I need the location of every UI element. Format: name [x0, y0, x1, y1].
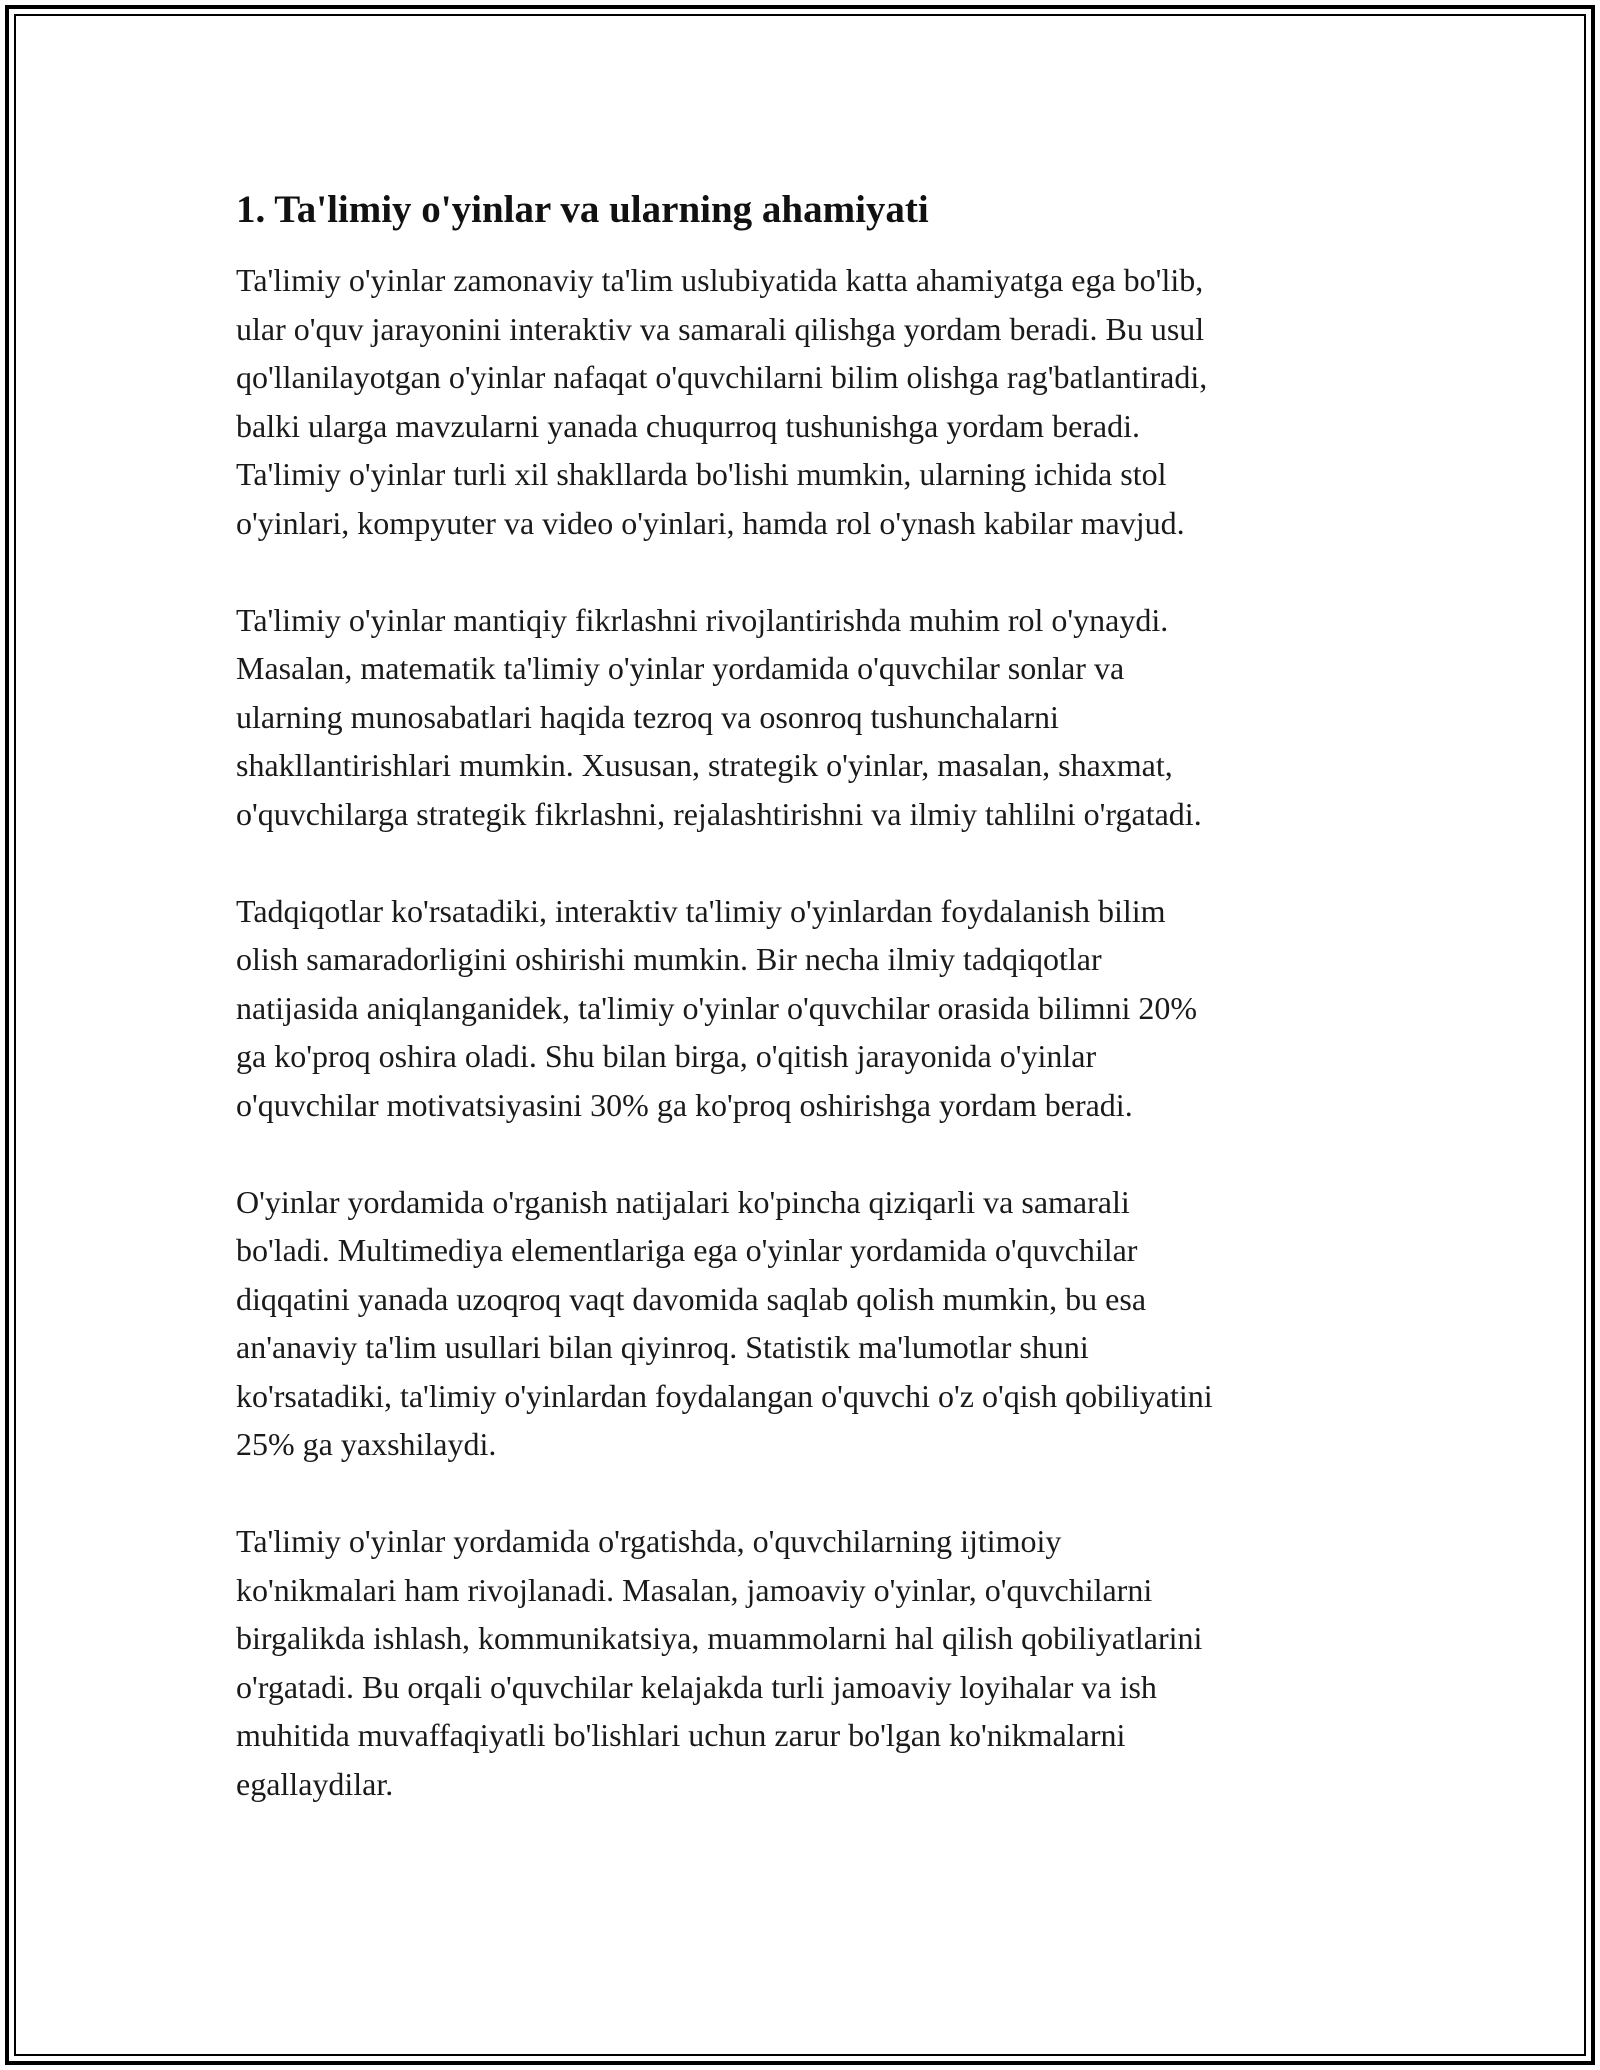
paragraph-5 — [236, 1517, 1366, 1808]
text-line: shakllantirishlari mumkin. Xususan, strategik o'yinlar, masalan, shaxmat, — [236, 747, 1173, 783]
text-line: Masalan, matematik ta'limiy o'yinlar yordamida o'quvchilar sonlar va — [236, 650, 1125, 686]
document-body — [236, 186, 1366, 1857]
text-line: egallaydilar. — [236, 1765, 394, 1802]
text-line: o'quvchilarga strategik fikrlashni, rejalashtirishni va ilmiy tahlilni o'rgatadi. — [236, 795, 1202, 832]
text-line: an'anaviy ta'lim usullari bilan qiyinroq. Statistik ma'lumotlar shuni — [236, 1329, 1089, 1365]
text-line: Ta'limiy o'yinlar mantiqiy fikrlashni rivojlantirishda muhim rol o'ynaydi. — [236, 601, 1169, 638]
text-line: birgalikda ishlash, kommunikatsiya, muammolarni hal qilish qobiliyatlarini — [236, 1620, 1203, 1656]
text-line: Tadqiqotlar ko'rsatadiki, interaktiv ta'limiy o'yinlardan foydalanish bilim — [236, 892, 1166, 929]
paragraph-1 — [236, 256, 1366, 547]
text-line: o'quvchilar motivatsiyasini 30% ga ko'proq oshirishga yordam beradi. — [236, 1086, 1133, 1123]
text-line: ko'rsatadiki, ta'limiy o'yinlardan foydalangan o'quvchi o'z o'qish qobiliyatini — [236, 1377, 1213, 1414]
text-line: 25% ga yaxshilaydi. — [236, 1426, 497, 1462]
text-line: ko'nikmalari ham rivojlanadi. Masalan, jamoaviy o'yinlar, o'quvchilarni — [236, 1571, 1153, 1608]
text-line: Ta'limiy o'yinlar zamonaviy ta'lim uslubiyatida katta ahamiyatga ega bo'lib, — [236, 262, 1204, 298]
text-line: o'rgatadi. Bu orqali o'quvchilar kelajakda turli jamoaviy loyihalar va ish — [236, 1668, 1157, 1705]
text-line: o'yinlari, kompyuter va video o'yinlari, hamda rol o'ynash kabilar mavjud. — [236, 504, 1185, 541]
section-heading: 1. Ta'limiy o'yinlar va ularning ahamiyati — [236, 188, 929, 231]
text-line: natijasida aniqlanganidek, ta'limiy o'yinlar o'quvchilar orasida bilimni 20% — [236, 989, 1198, 1026]
text-line: ularning munosabatlari haqida tezroq va osonroq tushunchalarni — [236, 698, 1059, 735]
text-line: ga ko'proq oshira oladi. Shu bilan birga, o'qitish jarayonida o'yinlar — [236, 1038, 1097, 1074]
paragraph-3 — [236, 887, 1366, 1130]
text-line: qo'llanilayotgan o'yinlar nafaqat o'quvchilarni bilim olishga rag'batlantiradi, — [236, 359, 1208, 395]
text-line: diqqatini yanada uzoqroq vaqt davomida saqlab qolish mumkin, bu esa — [236, 1280, 1147, 1317]
text-line: muhitida muvaffaqiyatli bo'lishlari uchun zarur bo'lgan ko'nikmalarni — [236, 1717, 1126, 1753]
text-line: Ta'limiy o'yinlar turli xil shakllarda bo'lishi mumkin, ularning ichida stol — [236, 456, 1167, 492]
text-line: balki ularga mavzularni yanada chuqurroq tushunishga yordam beradi. — [236, 407, 1141, 444]
paragraph-4 — [236, 1178, 1366, 1469]
paragraph-2 — [236, 596, 1366, 839]
text-line: O'yinlar yordamida o'rganish natijalari ko'pincha qiziqarli va samarali — [236, 1183, 1130, 1220]
text-line: olish samaradorligini oshirishi mumkin. Bir necha ilmiy tadqiqotlar — [236, 941, 1102, 977]
text-line: bo'ladi. Multimediya elementlariga ega o'yinlar yordamida o'quvchilar — [236, 1232, 1138, 1268]
text-line: ular o'quv jarayonini interaktiv va samarali qilishga yordam beradi. Bu usul — [236, 310, 1205, 347]
text-line: Ta'limiy o'yinlar yordamida o'rgatishda, o'quvchilarning ijtimoiy — [236, 1523, 1062, 1559]
